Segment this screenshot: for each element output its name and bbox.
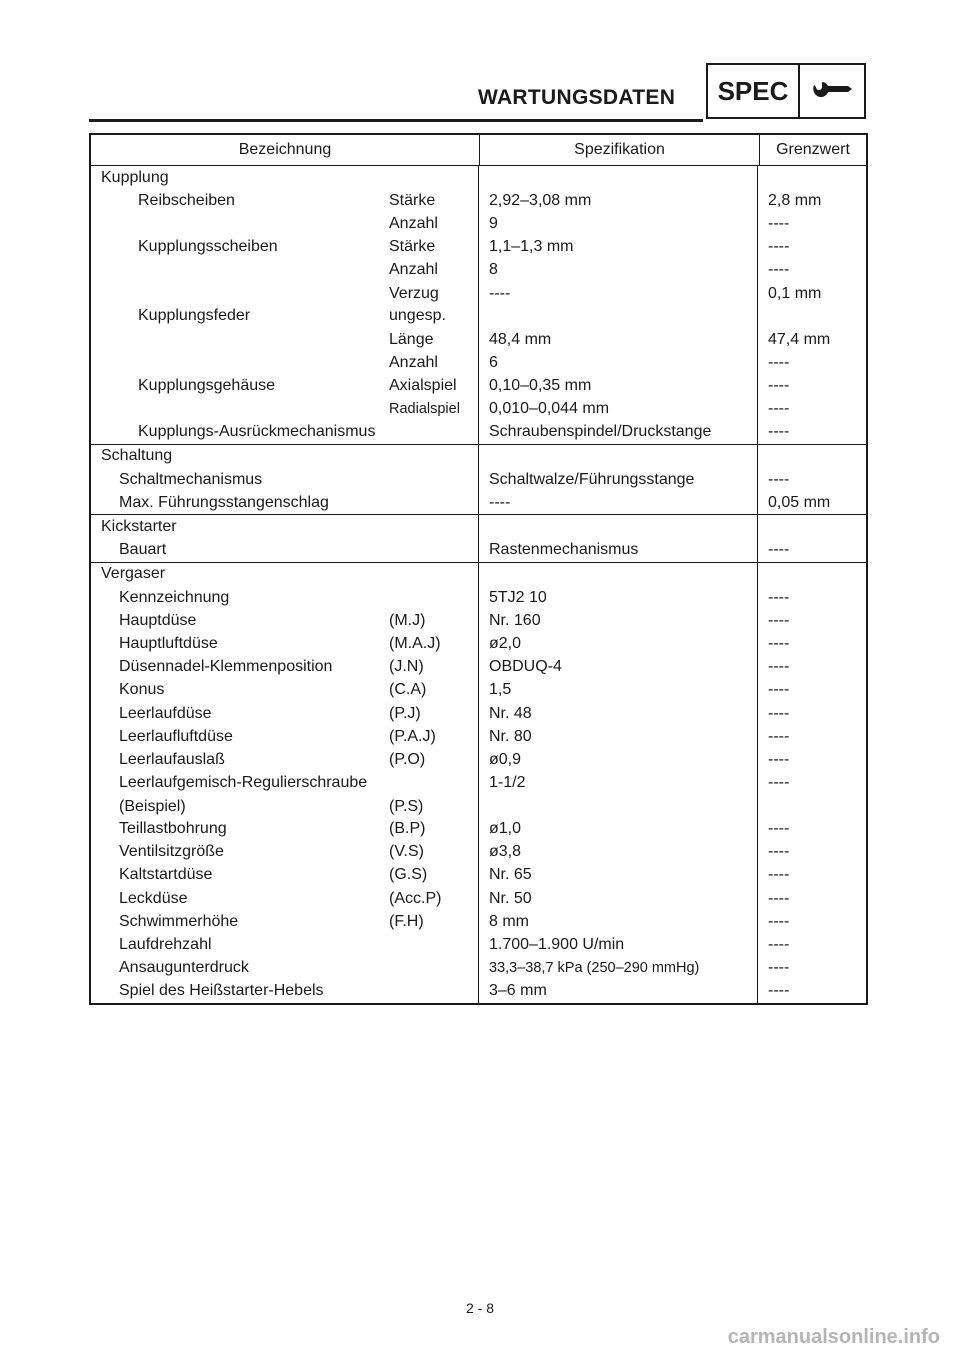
table-row xyxy=(91,748,478,771)
row-label: Hauptdüse xyxy=(119,611,197,629)
row-label: Leerlaufluftdüse xyxy=(119,727,233,745)
row-sublabel: Verzug xyxy=(389,284,439,302)
spec-value: ø2,0 xyxy=(489,634,522,652)
spec-value: Nr. 80 xyxy=(489,727,532,745)
row-label: Kupplungsfeder xyxy=(138,307,251,325)
spec-value: 5TJ2 10 xyxy=(489,588,547,606)
row-label: Hauptluftdüse xyxy=(119,634,218,652)
section-title: Schaltung xyxy=(101,447,173,465)
page-title: WARTUNGSDATEN xyxy=(478,86,676,109)
row-label: Kupplungsscheiben xyxy=(138,238,278,256)
row-sublabel: Axialspiel xyxy=(389,376,457,394)
grenzwert-column xyxy=(758,445,866,515)
table-row xyxy=(91,539,478,562)
section-title: Kickstarter xyxy=(101,518,177,536)
row-label: Leckdüse xyxy=(119,889,188,907)
table-row xyxy=(91,609,478,632)
spec-value: OBDUQ-4 xyxy=(489,658,562,676)
row-label-continued: (Beispiel) xyxy=(119,797,186,815)
table-row xyxy=(91,818,478,841)
spec-value: Nr. 160 xyxy=(489,611,541,629)
spec-label: SPEC xyxy=(708,65,800,117)
row-label: Schaltmechanismus xyxy=(119,470,263,488)
limit-value: ---- xyxy=(768,261,790,279)
row-label: Bauart xyxy=(119,541,167,559)
table-row xyxy=(91,282,478,305)
column-header-spezifikation: Spezifikation xyxy=(480,135,760,165)
limit-value: ---- xyxy=(768,681,790,699)
grenzwert-column xyxy=(758,563,866,1003)
row-sublabel: ungesp. xyxy=(389,307,446,325)
limit-value: ---- xyxy=(768,773,790,791)
limit-value: ---- xyxy=(768,889,790,907)
spec-value: ø3,8 xyxy=(489,843,522,861)
table-header xyxy=(91,135,866,166)
spec-value: ---- xyxy=(489,284,511,302)
row-sublabel: (B.P) xyxy=(389,820,426,838)
table-row xyxy=(91,887,478,910)
row-label: Leerlaufauslaß xyxy=(119,750,225,768)
spec-value: Rastenmechanismus xyxy=(489,541,639,559)
spec-badge xyxy=(706,63,866,119)
limit-value: ---- xyxy=(768,866,790,884)
row-sublabel: (P.O) xyxy=(389,750,426,768)
table-row xyxy=(91,212,478,235)
row-label: Laufdrehzahl xyxy=(119,936,212,954)
row-sublabel: Radialspiel xyxy=(389,401,460,418)
spec-value: 1,1–1,3 mm xyxy=(489,238,574,256)
wrench-icon xyxy=(800,65,864,117)
limit-value: ---- xyxy=(768,912,790,930)
grenzwert-column xyxy=(758,166,866,444)
limit-value: ---- xyxy=(768,936,790,954)
spec-value: 3–6 mm xyxy=(489,982,547,1000)
limit-value: ---- xyxy=(768,470,790,488)
spec-value: 1-1/2 xyxy=(489,773,526,791)
header-rule xyxy=(89,119,703,122)
grenzwert-column xyxy=(758,515,866,561)
section-title: Vergaser xyxy=(101,565,166,583)
row-sublabel: Stärke xyxy=(389,191,436,209)
spec-value: 8 xyxy=(489,261,498,279)
spec-value: Nr. 48 xyxy=(489,704,532,722)
row-sublabel-continued: Länge xyxy=(389,331,434,349)
limit-value: ---- xyxy=(768,982,790,1000)
limit-value: ---- xyxy=(768,541,790,559)
spec-value: 1.700–1.900 U/min xyxy=(489,936,625,954)
row-label: Kaltstartdüse xyxy=(119,866,213,884)
table-row xyxy=(91,933,478,956)
table-row xyxy=(91,910,478,933)
limit-value: ---- xyxy=(768,423,790,441)
row-sublabel: (G.S) xyxy=(389,866,428,884)
table-row xyxy=(91,772,478,818)
row-label: Reibscheiben xyxy=(138,191,235,209)
bezeichnung-column xyxy=(91,166,479,444)
row-label: Kennzeichnung xyxy=(119,588,230,606)
table-row xyxy=(91,305,478,351)
row-sublabel: (P.A.J) xyxy=(389,727,436,745)
row-sublabel: Anzahl xyxy=(389,353,438,371)
limit-value: ---- xyxy=(768,238,790,256)
row-label: Ventilsitzgröße xyxy=(119,843,224,861)
row-sublabel: (P.J) xyxy=(389,704,421,722)
spec-value: ø1,0 xyxy=(489,820,522,838)
limit-value: ---- xyxy=(768,843,790,861)
bezeichnung-column xyxy=(91,445,479,515)
row-label: Kupplungsgehäuse xyxy=(138,376,276,394)
table-row xyxy=(91,632,478,655)
table-row xyxy=(91,864,478,887)
spec-value: Schraubenspindel/Druckstange xyxy=(489,423,712,441)
table-row xyxy=(91,421,478,444)
limit-value: ---- xyxy=(768,820,790,838)
spec-value: 0,10–0,35 mm xyxy=(489,376,592,394)
row-sublabel: (M.J) xyxy=(389,611,426,629)
section-title: Kupplung xyxy=(101,168,169,186)
table-row xyxy=(91,702,478,725)
table-section xyxy=(91,445,866,516)
spec-value: 2,92–3,08 mm xyxy=(489,191,592,209)
limit-value: ---- xyxy=(768,727,790,745)
row-label: Spiel des Heißstarter-Hebels xyxy=(119,982,324,1000)
spec-value: 9 xyxy=(489,214,498,232)
spec-value: Schaltwalze/Führungsstange xyxy=(489,470,695,488)
table-row xyxy=(91,957,478,980)
row-label: Teillastbohrung xyxy=(119,820,227,838)
row-sublabel: (J.N) xyxy=(389,658,424,676)
row-label: Konus xyxy=(119,681,165,699)
row-sublabel: (P.S) xyxy=(389,797,424,815)
spec-value: 0,010–0,044 mm xyxy=(489,400,610,418)
limit-value: ---- xyxy=(768,400,790,418)
limit-value: ---- xyxy=(768,750,790,768)
table-row xyxy=(91,351,478,374)
table-section xyxy=(91,515,866,562)
table-row xyxy=(91,468,478,491)
specifications-table xyxy=(89,133,868,1005)
spec-value: 6 xyxy=(489,353,498,371)
row-label: Düsennadel-Klemmenposition xyxy=(119,658,333,676)
table-row xyxy=(91,656,478,679)
limit-value: ---- xyxy=(768,611,790,629)
row-label: Leerlaufdüse xyxy=(119,704,212,722)
row-label: Ansaugunterdruck xyxy=(119,959,249,977)
limit-value: ---- xyxy=(768,376,790,394)
spec-value: 48,4 mm xyxy=(489,331,552,349)
row-sublabel: (Acc.P) xyxy=(389,889,442,907)
row-sublabel: Stärke xyxy=(389,238,436,256)
row-sublabel: (V.S) xyxy=(389,843,424,861)
row-label: Schwimmerhöhe xyxy=(119,912,239,930)
row-sublabel: Anzahl xyxy=(389,214,438,232)
limit-value: 0,05 mm xyxy=(768,493,831,511)
limit-value: ---- xyxy=(768,959,790,977)
table-row xyxy=(91,980,478,1003)
spec-value: 8 mm xyxy=(489,912,529,930)
spec-value: ø0,9 xyxy=(489,750,522,768)
limit-value: 47,4 mm xyxy=(768,331,831,349)
table-row xyxy=(91,398,478,421)
table-row xyxy=(91,725,478,748)
limit-value: 0,1 mm xyxy=(768,284,822,302)
watermark: carmanualsonline.info xyxy=(727,1326,940,1348)
table-section xyxy=(91,166,866,445)
spezifikation-column xyxy=(479,563,758,1003)
spec-value: Nr. 50 xyxy=(489,889,532,907)
limit-value: ---- xyxy=(768,704,790,722)
row-label: Leerlaufgemisch-Regulierschraube xyxy=(119,773,368,791)
bezeichnung-column xyxy=(91,563,479,1003)
table-row xyxy=(91,841,478,864)
table-section xyxy=(91,563,866,1003)
limit-value: ---- xyxy=(768,214,790,232)
limit-value: ---- xyxy=(768,658,790,676)
page-number: 2 - 8 xyxy=(465,1300,494,1316)
table-row xyxy=(91,259,478,282)
table-row xyxy=(91,491,478,514)
limit-value: ---- xyxy=(768,588,790,606)
spec-value: 1,5 xyxy=(489,681,512,699)
spezifikation-column xyxy=(479,515,758,561)
limit-value: ---- xyxy=(768,634,790,652)
table-row xyxy=(91,679,478,702)
row-label: Kupplungs-Ausrückmechanismus xyxy=(138,423,376,441)
table-row xyxy=(91,586,478,609)
column-header-grenzwert: Grenzwert xyxy=(776,141,850,158)
limit-value: 2,8 mm xyxy=(768,191,822,209)
table-row xyxy=(91,374,478,397)
spezifikation-column xyxy=(479,445,758,515)
spezifikation-column xyxy=(479,166,758,444)
spec-value: Nr. 65 xyxy=(489,866,532,884)
row-sublabel: (C.A) xyxy=(389,681,427,699)
table-row xyxy=(91,189,478,212)
table-row xyxy=(91,236,478,259)
row-label: Max. Führungsstangenschlag xyxy=(119,493,329,511)
spec-value: ---- xyxy=(489,493,511,511)
column-header-bezeichnung: Bezeichnung xyxy=(91,135,480,165)
row-sublabel: (M.A.J) xyxy=(389,634,441,652)
spec-value: 33,3–38,7 kPa (250–290 mmHg) xyxy=(489,960,700,977)
row-sublabel: Anzahl xyxy=(389,261,438,279)
bezeichnung-column xyxy=(91,515,479,561)
limit-value: ---- xyxy=(768,353,790,371)
row-sublabel: (F.H) xyxy=(389,912,424,930)
